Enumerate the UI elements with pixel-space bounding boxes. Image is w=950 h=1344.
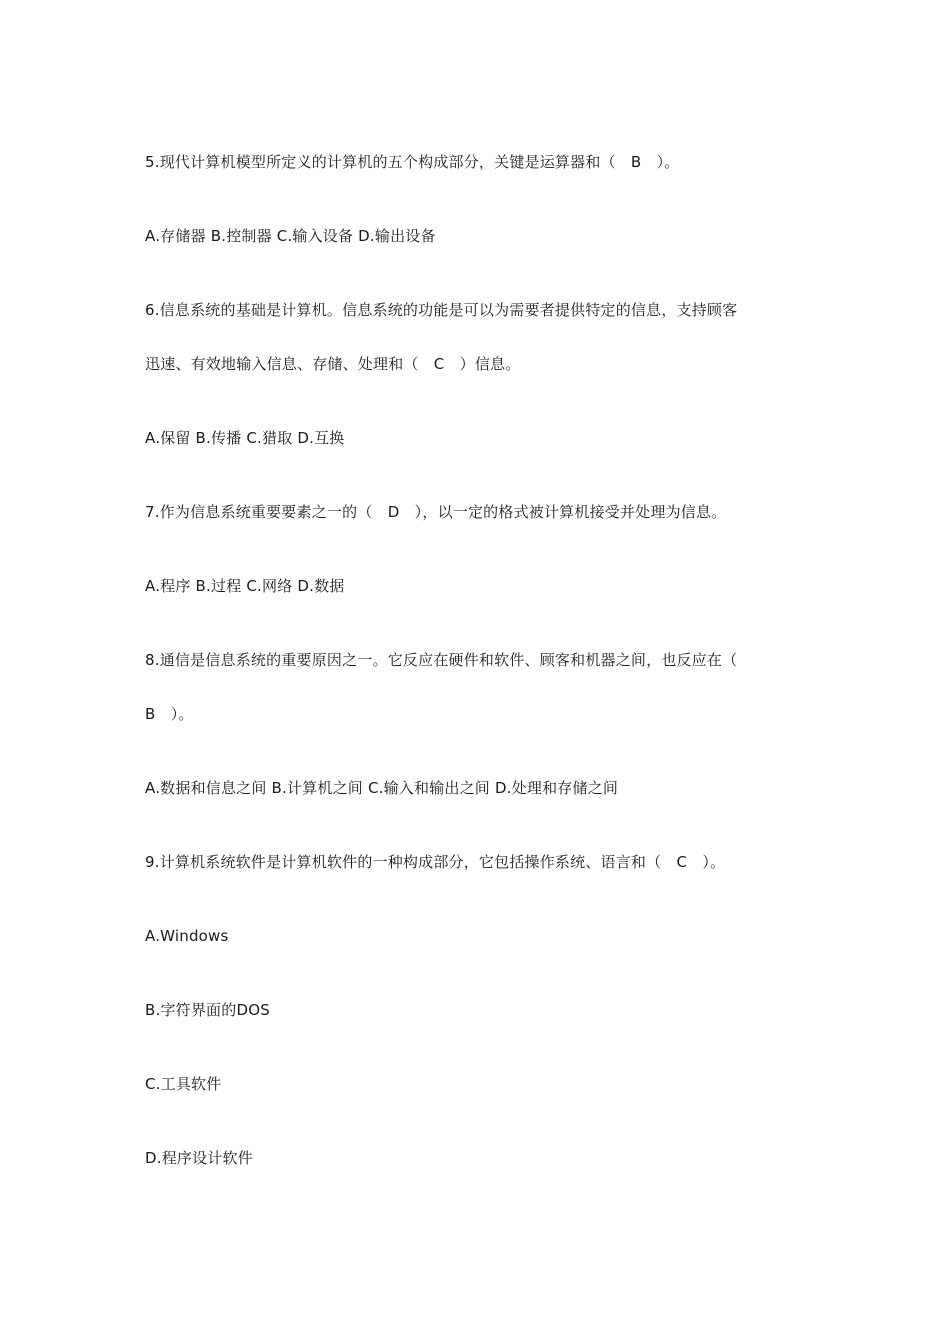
question-9-option-d: D.程序设计软件 xyxy=(145,1149,253,1167)
question-5-text: 5.现代计算机模型所定义的计算机的五个构成部分，关键是运算器和（ B ）。 xyxy=(145,153,680,171)
question-8-options: A.数据和信息之间 B.计算机之间 C.输入和输出之间 D.处理和存储之间 xyxy=(145,779,619,797)
question-5-options: A.存储器 B.控制器 C.输入设备 D.输出设备 xyxy=(145,227,436,245)
question-9-option-a: A.Windows xyxy=(145,927,229,945)
question-8-text-line-2: B ）。 xyxy=(145,705,194,723)
question-8-text-line-1: 8.通信是信息系统的重要原因之一。它反应在硬件和软件、顾客和机器之间，也反应在（ xyxy=(145,651,738,669)
question-9-option-b: B.字符界面的DOS xyxy=(145,1001,270,1019)
question-9-text: 9.计算机系统软件是计算机软件的一种构成部分，它包括操作系统、语言和（ C ）。 xyxy=(145,853,726,871)
question-7-options: A.程序 B.过程 C.网络 D.数据 xyxy=(145,577,345,595)
question-6-text-line-2: 迅速、有效地输入信息、存储、处理和（ C ）信息。 xyxy=(145,355,521,373)
question-6-text-line-1: 6.信息系统的基础是计算机。信息系统的功能是可以为需要者提供特定的信息，支持顾客 xyxy=(145,301,738,319)
question-6-options: A.保留 B.传播 C.猎取 D.互换 xyxy=(145,429,345,447)
question-9-option-c: C.工具软件 xyxy=(145,1075,222,1093)
question-7-text: 7.作为信息系统重要要素之一的（ D ），以一定的格式被计算机接受并处理为信息。 xyxy=(145,503,727,521)
